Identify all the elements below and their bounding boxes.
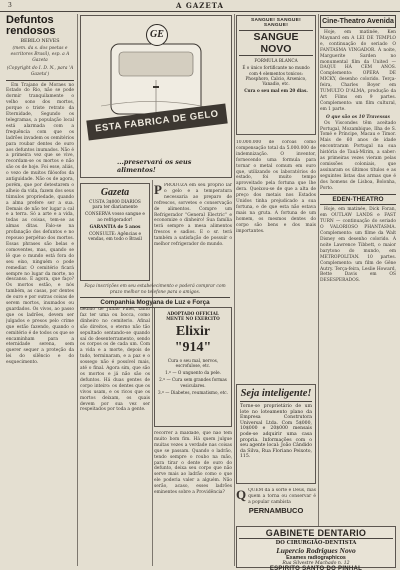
refrigerator-illustration: [101, 36, 211, 116]
ad-seja-inteligente: [236, 384, 316, 484]
ad-title: Seja inteligente!: [240, 388, 312, 399]
article-continuation: [80, 307, 150, 565]
separator: [6, 80, 74, 81]
ad-body: QQUEM dá a sorte é Deus, mas quem a torna ou conservar é a popular cambista: [236, 488, 316, 505]
ad-line: Cura o seu mal em 20 dias.: [244, 88, 308, 94]
ad-elixir: [154, 307, 232, 427]
ad-line: Exames radiographicos: [286, 555, 346, 561]
ad-tagline: ...preservará os seus alimentos!: [117, 158, 192, 174]
article-body: 10.000.000 de coroas como compensação total da 5.000.000 de indemnização. O inventor, fornecendo uma formula para tornar o metal comum em ouro que, utilizando os laboratórios do estado, foi muito tempo aproveitado pela fortuna que lhe dera. Queixou-se de que a alta de preço dos metais nos Estados Unidos tinha prejudicado a sua fortuna, e de que esta não estava mais na gruta. A fortuna de um homem, os mesmos dentes do corpo são bens e dos mais importantes.: [236, 140, 316, 234]
ad-city: ESPIRITO SANTO DO PINHAL: [269, 566, 363, 570]
ad-line: CONSULTE: Agências e vendas, em todo o Brasil: [88, 232, 142, 243]
ad-line: ADOPTADO OFFICIAL MENTE NO EXERCITO: [166, 311, 220, 322]
ad-line: CONSERVA vosso sangue e ao refrigerador!: [85, 212, 145, 223]
ad-line: GARANTIA de 5 anos: [89, 224, 141, 230]
article-body: Os Viscondes têm aceitado Portugal, Mozambique, Ilha de S. Tomé e Príncipe, Macau e Timor. Mais de 60 anos de idade encontraram Portugal na sua história de Tauá-Mirim, a saber: as primeiras vezes vieram pelas comissões coloniais, que assinaram os últimos títulos e as seguintes listas das armas que é dos homens de Lisboa, Bolonha, Porto.: [320, 120, 396, 191]
entertainment-column: [320, 15, 396, 525]
ad-line: É o único fortificante no mundo com 4 elementos tonicos: Phosphoro, Calcio, Arsenico, Vanadio, etc.: [242, 65, 310, 87]
ad-cambista: [236, 488, 316, 524]
ad-note: Faça inscrições em seu estabelecimento e poderá comprar com prazo melhor no telefone para o amigos.: [84, 284, 226, 295]
ad-body: PPRODUZA em seu proprio lar o gelo e a temperatura necessaria ao preparo de refrescos, sorvetes e conservação de alimentos. Compre um Refrigerador "General Electric" e economize o dinheiro! Sua família terá sempre a mesa alimentos frescos e sadios. E o sr. terá também a satisfação de possuir o melhor refrigerador do mundo.: [154, 183, 232, 248]
page-header: [0, 0, 400, 12]
ge-logo-icon: GE: [146, 24, 168, 46]
ad-gazeta: [80, 183, 150, 281]
ad-banner: ESTA FABRICA DE GELO: [86, 104, 227, 141]
product-name: Elixir "914": [174, 323, 212, 355]
ad-copy-produza: [154, 183, 232, 283]
ad-brand: Gazeta: [100, 187, 130, 198]
eden-listing: Hoje, em matinée, Dick Foran, em OUTLAW LANDS e FAST TURN — continuação do seriado O VALORIOSO PHANTASMA. Complemento: um filme da Walt Disney em desenho colorido. À noite Lawrence Tibbett, o maior barytono do mundo, em METROPOLITAN. 10 partes. Complemento: um film de Gêne Autry. Terça-feira, Leslie Howard, Bette Davis em OS DESESPERADOS.: [320, 207, 396, 284]
article-body: Em Trajano de Moraes no Estado do Rio, não se pode dormir tranquilamente o velho sono dos mortos, porque o triste retrato da Eternidade, Segundo os telegramas, a população local está alarmada com a frequência com que os ladrões invadem os cemitérios para roubar dentes de ouro aos defuntos inumados. Não é a primeira vez que se vive, recordam-se os mortos e não são os de hoje. Foi esse, aliás, o vezo de muitos filósofos da antiguidade. Não os de agora, porém, que por detestarem o alheio da vida, fazem dos seus túmulos propriedade, quando a alma prefere ser a sua. Demais de não ter lugar a cal e a terra. Só a arte e a vida, todas as coisas, tem-se as almas ditas. Falo-se na profanação dos defuntos e no repouso perpétuo dos mortos. Essas phrases são belas e comoventes, mas, quando se lê que o mundo está fora do seu eixo, ninguém o pode remediar. O cemitério ficará sempre no lugar da morte, no descanso. E agora, que faço? Os mortos estão, e nós também, as casas, por dentes de ouro e por outras coisas de serem mortos, inumados ou guardados. Os vivos, ao passo que os ladrões, devem ser julgados e presos pelo crime que estão fazendo, quando o cemitério é de todos os que se encaminham para a eternidade serena, sem querer sequer a proteção da lei do silêncio e do esquecimento.: [6, 82, 74, 366]
ad-line: CUSTA 3$000 DIARIOS para ter diariamente: [89, 200, 141, 211]
ad-top-line: SANGUE! SANGUE! SANGUE!: [250, 18, 302, 28]
ad-sangue-novo: [236, 15, 316, 135]
ad-body: Torne-se proprietário de um lote no loteamento plano da Empresa Construtora Universal Ltda. Com 5$000, 10$000 e 20$000 mensais pode-se adquirir uma casa propria. Informações com o seu agente local: João Cândido da Silva, Rua Floriano Peixoto, 115.: [240, 404, 312, 460]
article-body: dedido de Julião Pinel, tanto faz ter uma ou bocca, como dinheiro no cemiterio. Afinal são direitos, o eterno não tão sepultado sentando-se quando saí do desenterramento, sendo os corpos os de cada um. Com a vida e a morte, depois de tudo, terminaram, e a paz e o sossego não é possível mais, até o final. Agora sim, que são os mortos e já não são os defuntos. Há duas gentes de corpo inteiro: os dentes que os vivos usam, e os ricos que os mortos deixam, os quais devem por sua vez ser respeitados por toda a gente.: [80, 307, 150, 413]
ad-address: Rua Silvestre Machado n. 12: [282, 561, 350, 566]
product-name: SANGUE NOVO: [239, 30, 313, 56]
page-number: 3: [8, 2, 12, 9]
cine-listing: Hoje, em matinée, Ken Maynard em A LEI DE TEMPLO e, continuação do seriado O FANTASMA VINGADOR. À noite, Marguerite Sarden no monumental film da United — DAQUI HÁ CEM ANOS. Complemento: OPERA DE MICKY, desenho colorido. Terça-feira, Charles Boyer em TUMULTO D'ALMA, produção da Art Films em 9 partes. Complemento: um film cultural, em 1 parte.: [320, 30, 396, 112]
section-title-cine: Cine-Theatro Avenida: [320, 15, 396, 28]
ad-city: PERNAMBUCO: [248, 505, 304, 515]
column-divider: [234, 14, 235, 566]
article-title: Defuntos rendosos: [6, 15, 56, 37]
article-col4: [236, 140, 316, 380]
section-title-eden: EDEN-THEATRO: [320, 194, 396, 205]
ad-refrigerator: [80, 15, 232, 178]
ad-line: FORMULA BLANCA: [254, 58, 298, 63]
article-body: recorrer à maldade, que não tem muito bom fim. Há quem julgue muitas vezes a verdade nas coisas que se passam. Quando o ladrão, tendo sempre o roubo na mão, para tirar o dente de ouro do defunto, deixa seu corpo que não serve mais ao ladrão como o que ele poderia valer a alguém. Não serão, acaso, esses ladrões eminentes sobre a Providência?: [154, 431, 232, 496]
ad-line: Cura o seu mal, nervos, escrofulose, etc.: [167, 357, 219, 368]
ad-line: DO CIRURGIÃO-DENTISTA: [275, 540, 357, 546]
byline-name: BEBILO NEVES: [20, 39, 60, 44]
section-subtitle: O que são os 10 Travessas: [326, 114, 390, 120]
ad-line: 2.º — Cura sem grandes formas vesiculares.: [159, 377, 227, 388]
article-continuation: [154, 431, 232, 565]
copyright-note: (Copyright do I. D. N., para 'A Gazeta'): [6, 65, 74, 77]
company-block: [80, 284, 230, 308]
company-name: Companhia Mogyana de Luz e Força: [80, 297, 230, 308]
dentist-name: Lupercio Rodrigues Novo: [276, 546, 356, 555]
article-defuntos-rendosos: [6, 15, 74, 565]
column-divider: [152, 180, 153, 566]
ad-gabinete-dentario: [236, 526, 396, 568]
column-divider: [77, 14, 78, 566]
column-divider: [318, 14, 319, 566]
ad-title: GABINETE DENTARIO: [239, 528, 393, 539]
ad-line: 3.º — Diabetes, reumatismo, etc.: [158, 390, 228, 396]
byline-role: (mem. da s. dos poetas e escritores Brasil), esp. a A Gazeta: [10, 46, 70, 63]
masthead: A GAZETA: [176, 1, 224, 10]
ad-line: 1.º — O unguento da pele.: [165, 370, 221, 376]
